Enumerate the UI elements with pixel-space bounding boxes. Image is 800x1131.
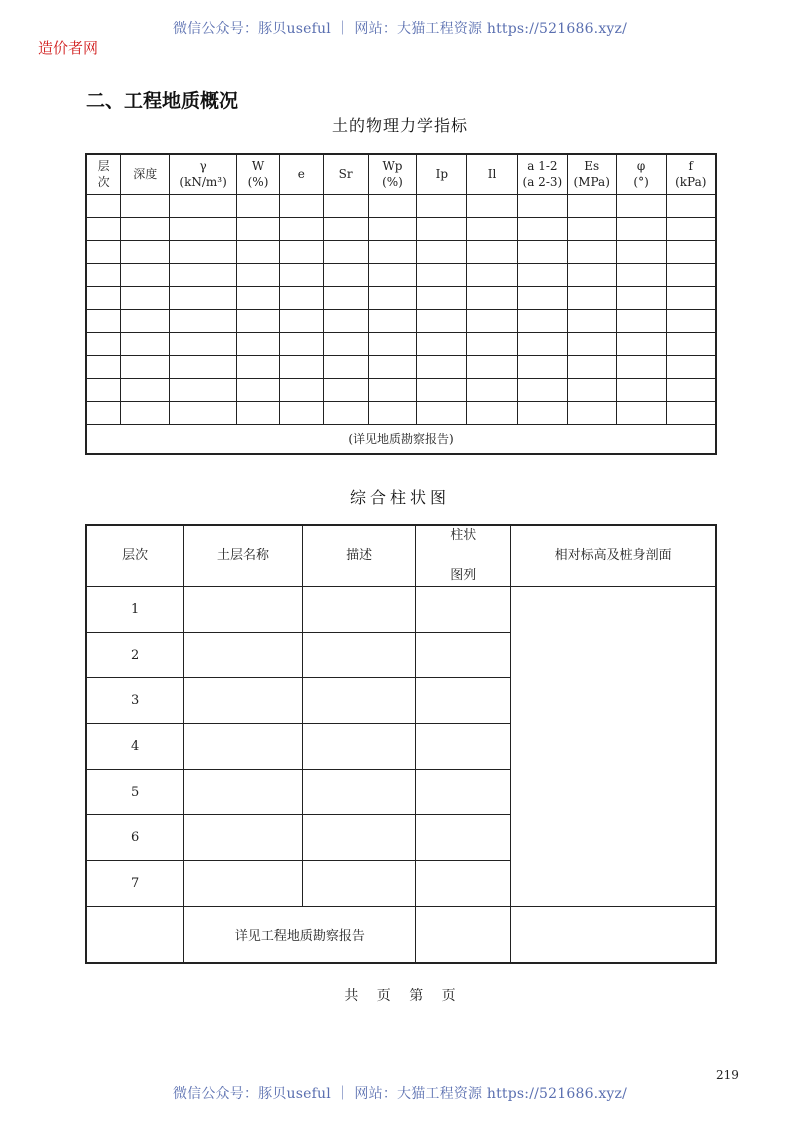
table-cell [616, 378, 666, 401]
table-cell [302, 769, 416, 815]
table-cell [184, 632, 303, 678]
table-cell [121, 240, 170, 263]
table-cell [86, 217, 121, 240]
table-cell [323, 378, 368, 401]
table-cell [417, 378, 467, 401]
table-cell [368, 355, 417, 378]
table-cell [279, 355, 323, 378]
table-row [86, 240, 716, 263]
header-ip: Ip [417, 154, 467, 194]
table-cell [417, 332, 467, 355]
table-cell [170, 355, 237, 378]
layer-number: 4 [86, 724, 184, 770]
table-cell [616, 355, 666, 378]
table-cell [237, 217, 280, 240]
table-cell [517, 378, 567, 401]
pager [0, 985, 800, 1005]
table-cell [368, 401, 417, 424]
soil-properties-table [85, 153, 717, 455]
table-row [86, 355, 716, 378]
table-cell [279, 286, 323, 309]
table-cell [666, 332, 716, 355]
table-cell [467, 240, 518, 263]
table-cell [666, 378, 716, 401]
header-gamma: γ (kN/m³) [170, 154, 237, 194]
table-cell [279, 401, 323, 424]
table-cell [368, 217, 417, 240]
table-cell [417, 309, 467, 332]
table-row [86, 263, 716, 286]
pager-current-prefix: 第 [409, 988, 424, 1004]
table-cell [567, 263, 616, 286]
table-cell [170, 194, 237, 217]
table-cell [467, 401, 518, 424]
header-a: a 1-2 (a 2-3) [517, 154, 567, 194]
table-cell [616, 263, 666, 286]
table-cell [616, 286, 666, 309]
table-cell [417, 240, 467, 263]
header-es: Es (MPa) [567, 154, 616, 194]
table-cell [467, 332, 518, 355]
table-cell [567, 194, 616, 217]
table-cell [616, 332, 666, 355]
table-cell [184, 587, 303, 633]
table-cell [616, 194, 666, 217]
footer-blank-cell [86, 906, 184, 963]
table-cell [368, 263, 417, 286]
table-cell [368, 378, 417, 401]
table-cell [302, 678, 416, 724]
table-cell [666, 309, 716, 332]
table-cell [666, 263, 716, 286]
table-cell [666, 286, 716, 309]
table-cell [237, 355, 280, 378]
table-cell [121, 332, 170, 355]
table-cell [517, 401, 567, 424]
table-cell [323, 240, 368, 263]
table-cell [567, 378, 616, 401]
table-cell [517, 217, 567, 240]
table-cell [279, 240, 323, 263]
table-cell [184, 678, 303, 724]
table-cell [237, 378, 280, 401]
table-cell [170, 263, 237, 286]
table1-title: 土的物理力学指标 [331, 116, 468, 135]
header-e: e [279, 154, 323, 194]
table-cell [368, 309, 417, 332]
table-cell [416, 587, 511, 633]
table-cell [323, 286, 368, 309]
watermark-top: 微信公众号：豚贝useful ｜ 网站：大猫工程资源 https://521686.xyz/ [172, 21, 628, 37]
table-cell [170, 401, 237, 424]
table-cell [121, 355, 170, 378]
table-cell [368, 332, 417, 355]
table-cell [616, 217, 666, 240]
table-cell [567, 309, 616, 332]
table-cell [616, 240, 666, 263]
table-cell [517, 355, 567, 378]
table-cell [86, 240, 121, 263]
table-cell [121, 286, 170, 309]
table-cell [417, 263, 467, 286]
table-row [86, 332, 716, 355]
header-w: W (%) [237, 154, 280, 194]
table1-body [86, 194, 716, 424]
table-cell [416, 861, 511, 907]
table-cell [86, 263, 121, 286]
header-column-legend: 柱状 图列 [416, 525, 511, 587]
table-cell [417, 194, 467, 217]
table-cell [368, 286, 417, 309]
stratigraphic-column-table [85, 524, 717, 964]
table-row [86, 286, 716, 309]
table2-body [86, 587, 716, 907]
page-number: 219 [716, 1068, 739, 1082]
table-cell [567, 355, 616, 378]
table-cell [467, 309, 518, 332]
header-il: Il [467, 154, 518, 194]
table-row [86, 309, 716, 332]
table-cell [467, 355, 518, 378]
table-cell [467, 217, 518, 240]
stamp-logo: 造价者网 [38, 39, 99, 57]
table-cell [237, 401, 280, 424]
table-cell [323, 355, 368, 378]
table-cell [616, 309, 666, 332]
table-cell [86, 309, 121, 332]
table-cell [417, 217, 467, 240]
header-depth: 深度 [121, 154, 170, 194]
table-cell [517, 286, 567, 309]
table-cell [302, 861, 416, 907]
table-cell [302, 632, 416, 678]
table-cell [302, 815, 416, 861]
table-cell [416, 815, 511, 861]
header-description: 描述 [302, 525, 416, 587]
table-cell [237, 263, 280, 286]
table-cell [517, 240, 567, 263]
table-cell [86, 194, 121, 217]
table-cell [567, 217, 616, 240]
pager-page-word-2: 页 [441, 988, 456, 1004]
table-cell [237, 332, 280, 355]
table-cell [417, 401, 467, 424]
table-cell [517, 309, 567, 332]
table-cell [121, 378, 170, 401]
pager-page-word: 页 [376, 988, 391, 1004]
table-cell [417, 355, 467, 378]
table-cell [368, 194, 417, 217]
table2-footer-note: 详见工程地质勘察报告 [184, 906, 416, 963]
layer-number: 2 [86, 632, 184, 678]
watermark-bottom: 微信公众号：豚贝useful ｜ 网站：大猫工程资源 https://521686.xyz/ [172, 1086, 628, 1102]
table-cell [323, 194, 368, 217]
table-cell [323, 217, 368, 240]
table-cell [417, 286, 467, 309]
table-cell [416, 769, 511, 815]
layer-number: 1 [86, 587, 184, 633]
table-row [86, 587, 716, 633]
table-cell [467, 378, 518, 401]
layer-number: 7 [86, 861, 184, 907]
header-phi: φ (°) [616, 154, 666, 194]
table-cell [416, 678, 511, 724]
table-cell [170, 217, 237, 240]
table2-title: 综合柱状图 [349, 488, 450, 507]
table-cell [86, 332, 121, 355]
table-cell [121, 263, 170, 286]
table-cell [121, 401, 170, 424]
table-cell [237, 240, 280, 263]
header-soil-name: 土层名称 [184, 525, 303, 587]
table-cell [184, 769, 303, 815]
table-cell [279, 378, 323, 401]
table-cell [302, 587, 416, 633]
table-cell [323, 263, 368, 286]
header-wp: Wp (%) [368, 154, 417, 194]
table2-footer-row [86, 906, 716, 963]
table-cell [121, 194, 170, 217]
table-cell [170, 332, 237, 355]
header-layer-no: 层次 [86, 525, 184, 587]
header-f: f (kPa) [666, 154, 716, 194]
layer-number: 6 [86, 815, 184, 861]
table1-note: (详见地质勘察报告) [86, 424, 716, 454]
table-cell [121, 309, 170, 332]
table-cell [666, 217, 716, 240]
table-row [86, 217, 716, 240]
table-cell [323, 332, 368, 355]
layer-number: 5 [86, 769, 184, 815]
header-sr: Sr [323, 154, 368, 194]
table-cell [467, 263, 518, 286]
table-cell [666, 194, 716, 217]
table-cell [616, 401, 666, 424]
table-cell [567, 240, 616, 263]
table-cell [323, 309, 368, 332]
table-cell [86, 286, 121, 309]
table-cell [279, 263, 323, 286]
footer-section-cell [511, 906, 716, 963]
table-cell [184, 815, 303, 861]
table-cell [86, 378, 121, 401]
table-cell [279, 332, 323, 355]
table-cell [184, 724, 303, 770]
table-cell [666, 401, 716, 424]
table-cell [237, 286, 280, 309]
section-title: 二、工程地质概况 [86, 90, 239, 112]
table-cell [416, 724, 511, 770]
table-cell [279, 217, 323, 240]
table-cell [666, 240, 716, 263]
table-cell [323, 401, 368, 424]
table-cell [666, 355, 716, 378]
table-cell [86, 401, 121, 424]
table-cell [368, 240, 417, 263]
table-cell [517, 263, 567, 286]
footer-legend-cell [416, 906, 511, 963]
table-cell [467, 286, 518, 309]
table-cell [302, 724, 416, 770]
layer-number: 3 [86, 678, 184, 724]
header-elevation-section: 相对标高及桩身剖面 [511, 525, 716, 587]
table-cell [86, 355, 121, 378]
table-cell [517, 194, 567, 217]
table-cell [184, 861, 303, 907]
table-cell [567, 401, 616, 424]
table-cell [467, 194, 518, 217]
table-cell [416, 632, 511, 678]
table-cell [567, 332, 616, 355]
table-cell [170, 286, 237, 309]
table-cell [567, 286, 616, 309]
table-cell [121, 217, 170, 240]
header-layer: 层 次 [86, 154, 121, 194]
table1-note-row [86, 424, 716, 454]
table-cell [170, 240, 237, 263]
table2-header-row [86, 525, 716, 587]
table-cell [237, 309, 280, 332]
table-row [86, 378, 716, 401]
table-row [86, 194, 716, 217]
table-cell [279, 194, 323, 217]
elevation-section-area [511, 587, 716, 907]
table-cell [517, 332, 567, 355]
table-cell [170, 378, 237, 401]
table-cell [170, 309, 237, 332]
table-cell [279, 309, 323, 332]
pager-total-prefix: 共 [344, 988, 359, 1004]
table-cell [237, 194, 280, 217]
table1-header-row [86, 154, 716, 194]
table-row [86, 401, 716, 424]
